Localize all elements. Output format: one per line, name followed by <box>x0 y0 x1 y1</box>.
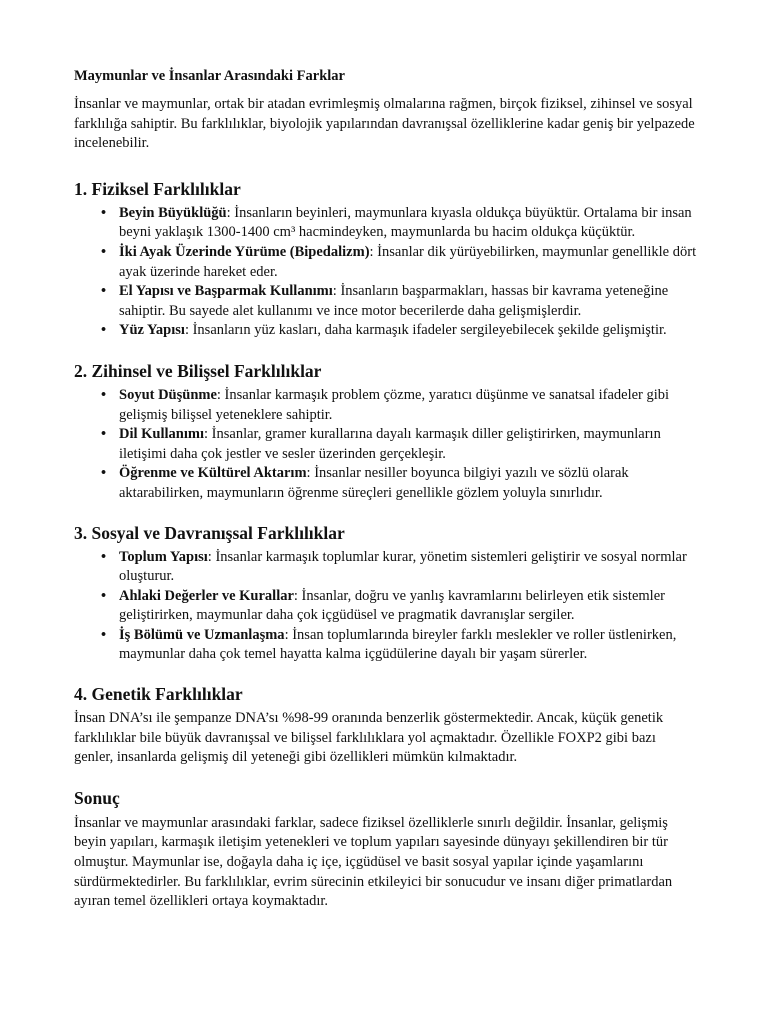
cognitive-differences-list <box>74 386 698 504</box>
section-heading-social: 3. Sosyal ve Davranışsal Farklılıklar <box>74 522 345 543</box>
bullet-glyph: • <box>101 465 107 482</box>
social-differences-list <box>74 548 698 666</box>
item-term: Beyin Büyüklüğü <box>119 204 227 221</box>
item-text: : İnsanlar karmaşık problem çözme, yaratıcı düşünme ve sanatsal ifadeler gibi gelişmiş bilişsel yeteneklere sahiptir. <box>119 386 670 423</box>
intro-paragraph: İnsanlar ve maymunlar, ortak bir atadan evrimleşmiş olmalarına rağmen, birçok fiziksel, zihinsel ve sosyal farklılığa sahiptir. Bu farklılıklar, biyolojik yapılarından davranışsal özelliklerine kadar geniş bir yelpazede incelenebilir. <box>74 96 695 152</box>
bullet-glyph: • <box>101 548 107 565</box>
section-heading-physical: 1. Fiziksel Farklılıklar <box>74 178 241 199</box>
bullet-glyph: • <box>101 386 107 403</box>
item-term: Öğrenme ve Kültürel Aktarım <box>119 465 307 482</box>
item-term: İki Ayak Üzerinde Yürüme (Bipedalizm) <box>119 243 370 260</box>
item-text: : İnsanlar, gramer kurallarına dayalı karmaşık diller geliştirirken, maymunların iletişimi daha çok jestler ve sesler üzerinden gerçekleşir. <box>119 426 661 462</box>
section-heading-conclusion: Sonuç <box>74 787 120 808</box>
section-heading-cognitive: 2. Zihinsel ve Bilişsel Farklılıklar <box>74 360 322 381</box>
item-term: El Yapısı ve Başparmak Kullanımı <box>119 283 333 300</box>
item-term: Yüz Yapısı <box>119 322 185 339</box>
item-text: : İnsan toplumlarında bireyler farklı meslekler ve roller üstlenirken, maymunlar daha çok temel hayatta kalma içgüdülerine dayalı bir yaşam sürerler. <box>119 626 677 663</box>
item-text: : İnsanların başparmakları, hassas bir kavrama yeteneğine sahiptir. Bu sayede alet kullanımı ve ince motor becerilerde daha gelişmişlerdir. <box>119 283 669 319</box>
conclusion-paragraph: İnsanlar ve maymunlar arasındaki farklar, sadece fiziksel özelliklerle sınırlı değildir. İnsanlar, gelişmiş beyin yapıları, karmaşık iletişim yetenekleri ve toplum yapıları sayesinde dünyayı şekillendiren bir tür olmuştur. Maymunlar ise, doğayla daha iç içe, içgüdüsel ve basit sosyal yapılar içinde yaşamlarını sürdürmektedirler. Bu farklılıklar, evrim sürecinin etkileyici bir sonucudur ve insanı diğer primatlardan ayıran temel özellikleri ortaya koymaktadır. <box>74 814 673 910</box>
bullet-glyph: • <box>101 322 107 339</box>
item-text: : İnsanlar karmaşık toplumlar kurar, yönetim sistemleri geliştirir ve sosyal normlar oluşturur. <box>119 548 687 585</box>
item-term: Ahlaki Değerler ve Kurallar <box>119 587 294 604</box>
list-item <box>101 425 698 464</box>
bullet-glyph: • <box>101 243 107 260</box>
item-term: Soyut Düşünme <box>119 386 217 403</box>
item-term: Toplum Yapısı <box>119 548 208 565</box>
list-item <box>101 386 698 425</box>
section-heading-genetic: 4. Genetik Farklılıklar <box>74 684 243 705</box>
item-text: : İnsanlar dik yürüyebilirken, maymunlar genellikle dört ayak üzerinde hareket eder. <box>119 243 697 280</box>
list-item <box>101 626 698 665</box>
physical-differences-list <box>74 204 698 341</box>
list-item <box>101 464 698 503</box>
bullet-glyph: • <box>101 626 107 643</box>
list-item <box>101 321 698 341</box>
bullet-glyph: • <box>101 426 107 443</box>
list-item <box>101 204 698 243</box>
list-item <box>101 587 698 626</box>
item-text: : İnsanların yüz kasları, daha karmaşık ifadeler sergileyebilecek şekilde gelişmiştir. <box>184 322 667 339</box>
list-item <box>101 548 698 587</box>
list-item <box>101 282 698 321</box>
bullet-glyph: • <box>101 204 107 221</box>
genetic-paragraph: İnsan DNA’sı ile şempanze DNA’sı %98-99 oranında benzerlik göstermektedir. Ancak, küçük genetik farklılıklar bile büyük davranışsal ve bilişsel farklılıklara yol açmaktadır. Özellikle FOXP2 gibi bazı genler, insanlarda gelişmiş dil yeteneği gibi özellikleri mümkün kılmaktadır. <box>74 710 664 766</box>
bullet-glyph: • <box>101 283 107 300</box>
item-text: : İnsanların beyinleri, maymunlara kıyasla oldukça büyüktür. Ortalama bir insan beyni yaklaşık 1300-1400 cm³ hacmindeyken, maymunlarda bu hacim oldukça küçüktür. <box>119 204 692 241</box>
document-title: Maymunlar ve İnsanlar Arasındaki Farklar <box>74 68 345 84</box>
item-term: Dil Kullanımı <box>119 426 205 443</box>
item-text: : İnsanlar, doğru ve yanlış kavramlarını belirleyen etik sistemler geliştirirken, maymunlar daha çok içgüdüsel ve pragmatik davranışlar sergiler. <box>119 587 665 624</box>
bullet-glyph: • <box>101 587 107 604</box>
item-text: : İnsanlar nesiller boyunca bilgiyi yazılı ve sözlü olarak aktarabilirken, maymunların öğrenme süreçleri genellikle gözlem yoluyla sınırlıdır. <box>119 465 629 501</box>
item-term: İş Bölümü ve Uzmanlaşma <box>119 626 285 643</box>
list-item <box>101 243 698 282</box>
